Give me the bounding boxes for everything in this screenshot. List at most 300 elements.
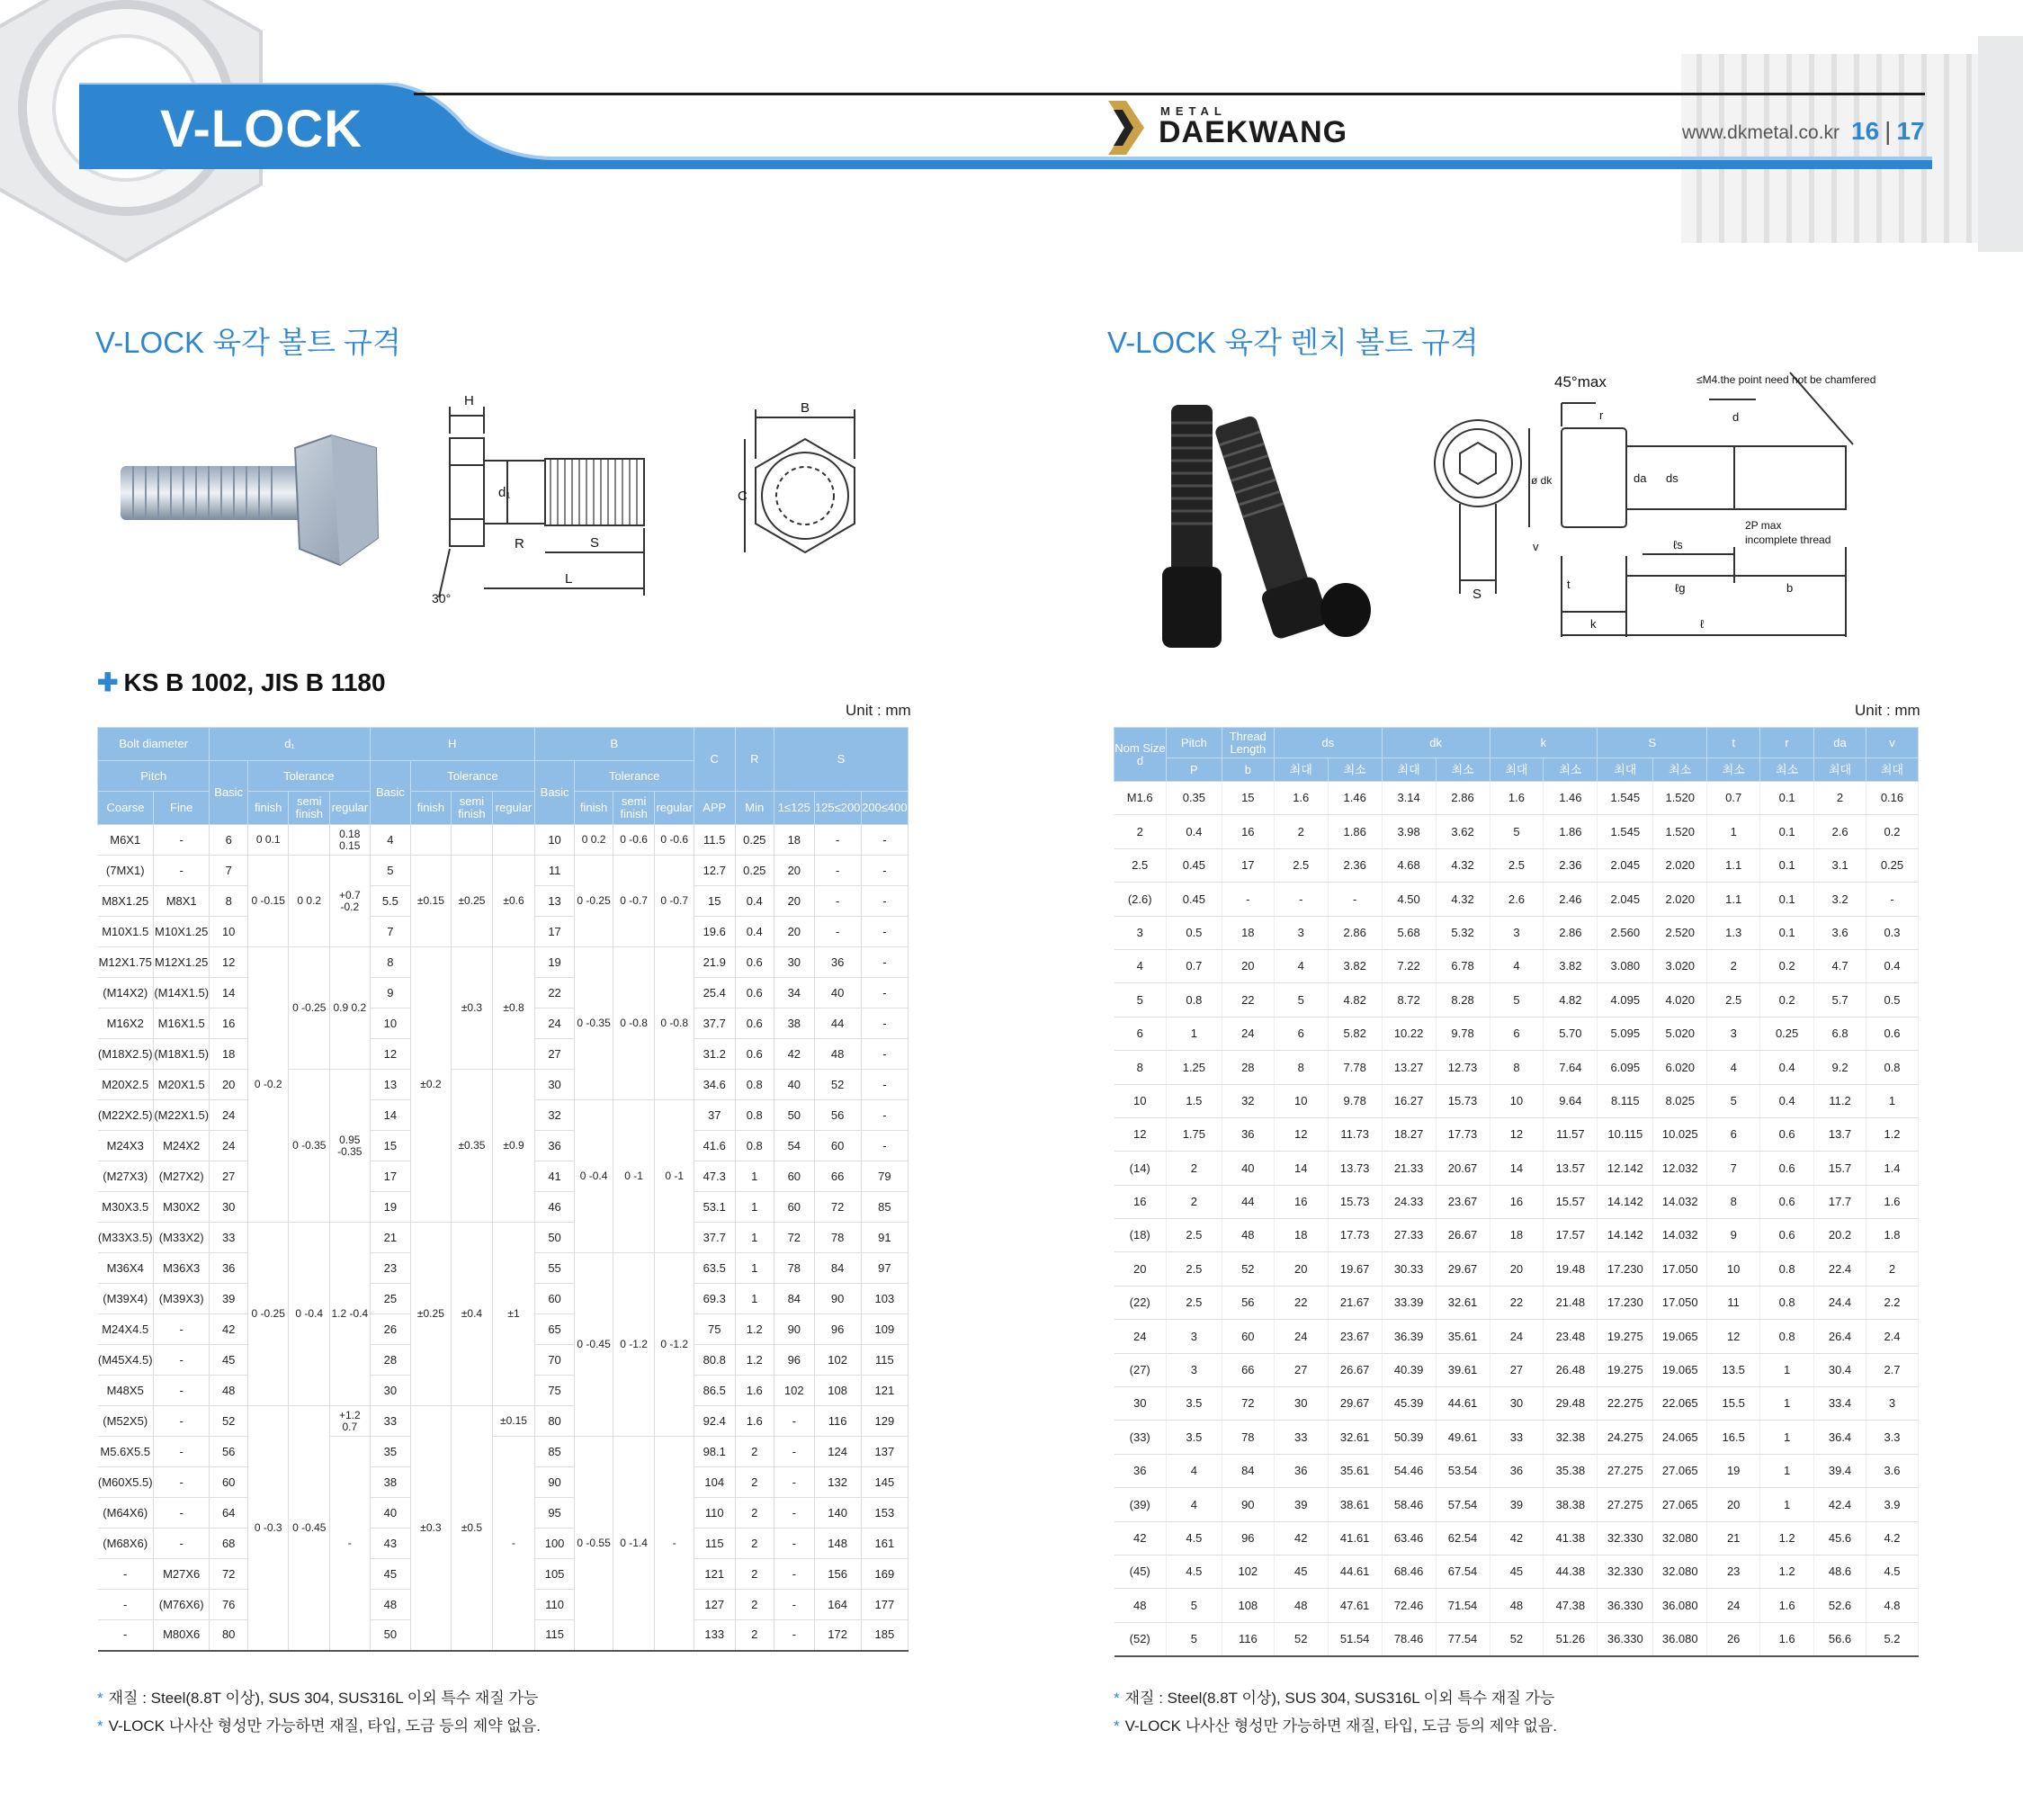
table-cell: 48 — [1274, 1589, 1328, 1622]
table-cell: (33) — [1114, 1421, 1167, 1454]
table-cell: 10.025 — [1653, 1117, 1707, 1151]
table-cell: ±0.6 — [493, 856, 535, 947]
page-numbers: 16 | 17 — [1851, 117, 1925, 145]
table-cell: 52 — [1222, 1252, 1274, 1286]
table-cell: 4.020 — [1653, 983, 1707, 1017]
table-cell: M8X1.25 — [98, 886, 154, 917]
table-cell: 40 — [774, 1070, 815, 1100]
table-cell: 21.9 — [694, 947, 735, 978]
socket-bolt-side-diagram — [1520, 367, 1880, 655]
table-cell: 0 0.1 — [247, 825, 289, 856]
table-cell: 2.020 — [1653, 848, 1707, 882]
table-cell: 3 — [1166, 1320, 1222, 1353]
table-cell: 42 — [1114, 1521, 1167, 1555]
table-cell: 2 — [1166, 1152, 1222, 1185]
table-cell: 48 — [814, 1039, 861, 1070]
table-cell: 2.5 — [1707, 983, 1760, 1017]
table-cell: 14.142 — [1598, 1219, 1653, 1252]
table-cell: 3 — [1274, 916, 1328, 949]
table-cell: 16 — [1490, 1185, 1544, 1218]
table-cell: 23.67 — [1436, 1185, 1490, 1218]
table-cell: 27 — [1274, 1353, 1328, 1386]
table-cell: 9.78 — [1328, 1084, 1382, 1117]
table-cell: 37.7 — [694, 1009, 735, 1039]
table-cell: - — [153, 1314, 209, 1345]
table-cell: (M39X4) — [98, 1284, 154, 1314]
table-row — [1114, 1454, 1919, 1487]
table-cell: 1.2 — [735, 1345, 774, 1376]
table-cell: 36.39 — [1382, 1320, 1436, 1353]
left-unit-label: Unit : mm — [846, 702, 911, 719]
table-cell: 24.275 — [1598, 1421, 1653, 1454]
table-cell: 30 — [774, 947, 815, 978]
table-cell: (M68X6) — [98, 1529, 154, 1559]
table-cell: 109 — [861, 1314, 908, 1345]
table-cell: 79 — [861, 1161, 908, 1192]
table-cell: 23.67 — [1328, 1320, 1382, 1353]
table-cell: 48 — [1222, 1219, 1274, 1252]
table-cell: 20 — [774, 886, 815, 917]
table-cell: ±0.2 — [411, 947, 452, 1223]
table-cell: (M52X5) — [98, 1406, 154, 1437]
table-cell: 0 0.2 — [289, 856, 330, 947]
table-cell: ±0.15 — [411, 856, 452, 947]
table-cell: 17.050 — [1653, 1286, 1707, 1319]
table-cell: 1.520 — [1653, 815, 1707, 848]
table-cell: 0.1 — [1760, 883, 1814, 916]
table-cell: (M22X1.5) — [153, 1100, 209, 1131]
table-cell: 90 — [814, 1284, 861, 1314]
table-cell: - — [774, 1590, 815, 1620]
table-cell: 38.61 — [1328, 1488, 1382, 1521]
table-cell: 35.61 — [1328, 1454, 1382, 1487]
table-cell: 66 — [1222, 1353, 1274, 1386]
table-cell: 26.48 — [1544, 1353, 1598, 1386]
dk-dimension-label: ø dk — [1531, 474, 1553, 487]
table-cell: 110 — [694, 1498, 735, 1529]
table-cell: 14 — [370, 1100, 411, 1131]
s-dimension-label: S — [1472, 587, 1482, 602]
table-cell: 1.5 — [1166, 1084, 1222, 1117]
table-cell: 2 — [1274, 815, 1328, 848]
table-cell: 55 — [534, 1253, 575, 1284]
table-cell: 4 — [1166, 1454, 1222, 1487]
table-cell: 12 — [1490, 1117, 1544, 1151]
table-cell: 20 — [1707, 1488, 1760, 1521]
table-cell: 17 — [370, 1161, 411, 1192]
page-title: V-LOCK — [160, 100, 363, 158]
table-cell: ±0.4 — [451, 1223, 493, 1406]
table-cell: 19.48 — [1544, 1252, 1598, 1286]
table-cell: 10 — [534, 825, 575, 856]
table-cell: 35.38 — [1544, 1454, 1598, 1487]
table-cell: 36 — [814, 947, 861, 978]
table-cell: - — [861, 917, 908, 947]
table-cell: 40 — [370, 1498, 411, 1529]
table-cell: 52 — [1490, 1622, 1544, 1656]
table-cell: 33 — [370, 1406, 411, 1437]
table-cell: 0.6 — [1760, 1219, 1814, 1252]
table-cell: 2.86 — [1544, 916, 1598, 949]
table-cell: 164 — [814, 1590, 861, 1620]
table-cell: 0.4 — [1760, 1084, 1814, 1117]
table-cell: 1.6 — [1866, 1185, 1918, 1218]
table-cell: 11.73 — [1328, 1117, 1382, 1151]
table-cell: 2.5 — [1114, 848, 1167, 882]
table-row — [1114, 1252, 1919, 1286]
table-cell: 52 — [210, 1406, 248, 1437]
table-cell: 6 — [1707, 1117, 1760, 1151]
table-cell: 15 — [694, 886, 735, 917]
table-cell: 4.5 — [1166, 1521, 1222, 1555]
table-cell: 29.48 — [1544, 1387, 1598, 1421]
table-cell: 8 — [1274, 1051, 1328, 1084]
table-cell: 0 -0.4 — [575, 1100, 613, 1253]
table-cell: 0.9 0.2 — [330, 947, 371, 1070]
table-cell: 1 — [735, 1192, 774, 1223]
table-cell: (M33X3.5) — [98, 1223, 154, 1253]
table-cell: 153 — [861, 1498, 908, 1529]
table-row — [98, 1070, 909, 1100]
table-cell: 1 — [735, 1253, 774, 1284]
table-cell: 5 — [1166, 1589, 1222, 1622]
table-cell: 14 — [210, 978, 248, 1009]
b-dimension-label: B — [801, 400, 810, 416]
standard-heading: ✚ KS B 1002, JIS B 1180 — [97, 668, 386, 696]
table-cell: 24 — [1114, 1320, 1167, 1353]
company-logo: METAL DAEKWANG — [1108, 101, 1150, 159]
table-cell: - — [153, 1467, 209, 1498]
table-cell: (M22X2.5) — [98, 1100, 154, 1131]
table-cell: 80.8 — [694, 1345, 735, 1376]
table-cell: 33.39 — [1382, 1286, 1436, 1319]
table-cell: (M27X3) — [98, 1161, 154, 1192]
table-cell: 38 — [370, 1467, 411, 1498]
table-cell: 12 — [1274, 1117, 1328, 1151]
table-cell: 5 — [1490, 983, 1544, 1017]
table-cell: 17.050 — [1653, 1252, 1707, 1286]
table-cell: 24 — [1490, 1320, 1544, 1353]
table-cell: 1.1 — [1707, 848, 1760, 882]
table-cell: 21.67 — [1328, 1286, 1382, 1319]
table-cell: 4 — [370, 825, 411, 856]
table-cell: 36.330 — [1598, 1622, 1653, 1656]
table-cell: 30.33 — [1382, 1252, 1436, 1286]
table-cell: 71.54 — [1436, 1589, 1490, 1622]
table-cell: 140 — [814, 1498, 861, 1529]
table-cell: (22) — [1114, 1286, 1167, 1319]
table-cell: 34.6 — [694, 1070, 735, 1100]
table-cell: 43 — [370, 1529, 411, 1559]
table-cell: 52 — [1274, 1622, 1328, 1656]
table-cell: 0 -0.4 — [289, 1223, 330, 1406]
table-cell: 95 — [534, 1498, 575, 1529]
table-cell: 36 — [1274, 1454, 1328, 1487]
table-cell: 45.39 — [1382, 1387, 1436, 1421]
table-cell — [493, 825, 535, 856]
table-cell: 5 — [1490, 815, 1544, 848]
table-cell: 75 — [534, 1376, 575, 1406]
table-cell: 17.230 — [1598, 1286, 1653, 1319]
table-cell: 6 — [1114, 1017, 1167, 1050]
table-cell: 2.6 — [1490, 883, 1544, 916]
table-cell: 0.2 — [1866, 815, 1918, 848]
table-cell: M16X2 — [98, 1009, 154, 1039]
table-cell: 10 — [210, 917, 248, 947]
table-cell: 121 — [861, 1376, 908, 1406]
table-row — [1114, 1051, 1919, 1084]
table-row — [1114, 1084, 1919, 1117]
website-url[interactable]: www.dkmetal.co.kr — [1682, 122, 1840, 143]
table-cell: 2.560 — [1598, 916, 1653, 949]
table-cell: 1.2 — [1760, 1521, 1814, 1555]
table-cell: 72 — [814, 1192, 861, 1223]
table-cell: - — [814, 886, 861, 917]
table-cell: 0.6 — [735, 1009, 774, 1039]
table-cell: 3.62 — [1436, 815, 1490, 848]
table-cell: 0.6 — [1760, 1152, 1814, 1185]
table-cell: 4.5 — [1866, 1555, 1918, 1588]
plus-icon: ✚ — [97, 668, 119, 696]
k-dimension-label: k — [1590, 617, 1597, 631]
table-cell: 0.1 — [1760, 782, 1814, 815]
table-cell: 46 — [534, 1192, 575, 1223]
table-cell: 0 -0.45 — [289, 1406, 330, 1651]
table-cell: 14 — [1490, 1152, 1544, 1185]
table-cell: (14) — [1114, 1152, 1167, 1185]
table-cell: - — [774, 1620, 815, 1651]
table-cell: 3.6 — [1866, 1454, 1918, 1487]
table-cell: 37 — [694, 1100, 735, 1131]
table-cell: - — [861, 1100, 908, 1131]
table-cell: M8X1 — [153, 886, 209, 917]
table-cell: 0 -0.7 — [613, 856, 655, 947]
table-cell: 3.5 — [1166, 1421, 1222, 1454]
table-cell: 19.065 — [1653, 1320, 1707, 1353]
table-cell: 115 — [534, 1620, 575, 1651]
table-cell: - — [1866, 883, 1918, 916]
table-cell: 5.020 — [1653, 1017, 1707, 1050]
table-cell: 0 -1.4 — [613, 1437, 655, 1651]
table-cell: 1 — [1760, 1387, 1814, 1421]
table-cell: - — [774, 1529, 815, 1559]
table-cell: 161 — [861, 1529, 908, 1559]
table-cell: 42 — [774, 1039, 815, 1070]
table-cell: 2.36 — [1328, 848, 1382, 882]
table-cell: M24X3 — [98, 1131, 154, 1161]
table-cell: 15 — [370, 1131, 411, 1161]
table-row — [1114, 1320, 1919, 1353]
table-cell: ±0.8 — [493, 947, 535, 1070]
table-cell: (M39X3) — [153, 1284, 209, 1314]
table-cell: 20 — [1114, 1252, 1167, 1286]
table-row — [1114, 1353, 1919, 1386]
table-cell: 36 — [210, 1253, 248, 1284]
table-row — [1114, 1387, 1919, 1421]
table-cell: 44.38 — [1544, 1555, 1598, 1588]
table-cell: 2.045 — [1598, 883, 1653, 916]
table-cell: 3.3 — [1866, 1421, 1918, 1454]
table-cell: 10 — [370, 1009, 411, 1039]
table-cell: - — [861, 825, 908, 856]
table-cell: 0.35 — [1166, 782, 1222, 815]
table-cell: 51.54 — [1328, 1622, 1382, 1656]
table-cell: - — [1222, 883, 1274, 916]
table-cell: 2.36 — [1544, 848, 1598, 882]
table-cell: 19 — [370, 1192, 411, 1223]
table-cell: 5 — [1114, 983, 1167, 1017]
table-cell: 110 — [534, 1590, 575, 1620]
table-cell: 2 — [735, 1437, 774, 1467]
table-cell: 22 — [534, 978, 575, 1009]
table-cell: 76 — [210, 1590, 248, 1620]
table-cell: 0.8 — [1866, 1051, 1918, 1084]
table-cell: 15 — [1222, 782, 1274, 815]
table-cell: 0.6 — [735, 1039, 774, 1070]
table-row — [1114, 949, 1919, 982]
table-cell: 29.67 — [1328, 1387, 1382, 1421]
t-dimension-label: t — [1567, 578, 1571, 591]
material-note: * 재질 : Steel(8.8T 이상), SUS 304, SUS316L 이외 특수 재질 가능 — [1114, 1690, 1555, 1707]
table-cell: 47.3 — [694, 1161, 735, 1192]
table-cell: 3 — [1166, 1353, 1222, 1386]
table-cell: 41.6 — [694, 1131, 735, 1161]
table-cell: 12 — [370, 1039, 411, 1070]
table-cell: 1.3 — [1707, 916, 1760, 949]
table-cell: 6.78 — [1436, 949, 1490, 982]
table-cell: 28 — [1222, 1051, 1274, 1084]
table-row — [1114, 848, 1919, 882]
table-cell: 27 — [210, 1161, 248, 1192]
table-cell: 1.520 — [1653, 782, 1707, 815]
table-cell: 30 — [370, 1376, 411, 1406]
table-row — [98, 856, 909, 886]
table-cell: 18 — [1222, 916, 1274, 949]
table-cell: M10X1.25 — [153, 917, 209, 947]
table-cell: - — [814, 825, 861, 856]
table-cell: 0.1 — [1760, 916, 1814, 949]
table-cell: 0.8 — [1760, 1286, 1814, 1319]
table-cell: 24.4 — [1814, 1286, 1866, 1319]
table-cell: 17.230 — [1598, 1252, 1653, 1286]
table-cell: 60 — [814, 1131, 861, 1161]
table-cell: 0.8 — [1166, 983, 1222, 1017]
table-cell: 2.5 — [1274, 848, 1328, 882]
table-cell: 1.46 — [1544, 782, 1598, 815]
table-cell: 116 — [1222, 1622, 1274, 1656]
table-cell: 9.78 — [1436, 1017, 1490, 1050]
table-cell: 96 — [774, 1345, 815, 1376]
table-cell: 57.54 — [1436, 1488, 1490, 1521]
table-cell: 10.22 — [1382, 1017, 1436, 1050]
table-cell: 20.2 — [1814, 1219, 1866, 1252]
table-cell: 30 — [210, 1192, 248, 1223]
table-cell: 36.330 — [1598, 1589, 1653, 1622]
table-cell: 0 -1.2 — [613, 1253, 655, 1437]
table-cell: 36 — [534, 1131, 575, 1161]
table-cell: 115 — [861, 1345, 908, 1376]
table-cell: 2 — [735, 1498, 774, 1529]
socket-bolt-front-diagram — [1428, 414, 1527, 603]
table-cell: - — [153, 856, 209, 886]
table-cell: +1.2 0.7 — [330, 1406, 371, 1437]
table-cell: 41.38 — [1544, 1521, 1598, 1555]
table-cell: 22 — [1490, 1286, 1544, 1319]
table-cell: 0 -0.55 — [575, 1437, 613, 1651]
table-cell: 34 — [774, 978, 815, 1009]
table-cell: 13.27 — [1382, 1051, 1436, 1084]
table-cell: 32.080 — [1653, 1555, 1707, 1588]
table-cell: 40 — [1222, 1152, 1274, 1185]
table-cell: (M45X4.5) — [98, 1345, 154, 1376]
lg-dimension-label: ℓg — [1675, 581, 1686, 595]
table-cell: 26.67 — [1328, 1353, 1382, 1386]
table-cell: 22.065 — [1653, 1387, 1707, 1421]
table-cell: 8 — [370, 947, 411, 978]
table-cell: 1.6 — [1760, 1622, 1814, 1656]
table-cell: (7MX1) — [98, 856, 154, 886]
table-cell: 42 — [210, 1314, 248, 1345]
table-cell — [289, 825, 330, 856]
table-cell: 10 — [1490, 1084, 1544, 1117]
table-cell: 3.1 — [1814, 848, 1866, 882]
table-cell: 65 — [534, 1314, 575, 1345]
table-cell: 64 — [210, 1498, 248, 1529]
table-cell: 67.54 — [1436, 1555, 1490, 1588]
table-cell: 10 — [1114, 1084, 1167, 1117]
restriction-note: * V-LOCK 나사산 형성만 가능하면 재질, 타입, 도금 등의 제약 없음. — [97, 1717, 541, 1735]
table-cell: 5 — [370, 856, 411, 886]
table-cell: 19.275 — [1598, 1320, 1653, 1353]
table-row — [1114, 916, 1919, 949]
table-cell: M1.6 — [1114, 782, 1167, 815]
table-cell: 2.86 — [1436, 782, 1490, 815]
table-cell: 56.6 — [1814, 1622, 1866, 1656]
table-cell: 0.8 — [735, 1131, 774, 1161]
table-cell: 39 — [1274, 1488, 1328, 1521]
table-row — [1114, 1219, 1919, 1252]
table-cell — [411, 825, 452, 856]
table-cell: 80 — [534, 1406, 575, 1437]
table-cell: M36X4 — [98, 1253, 154, 1284]
hex-bolt-front-diagram — [738, 396, 873, 567]
table-cell: 8.72 — [1382, 983, 1436, 1017]
table-cell: 2 — [735, 1559, 774, 1590]
table-cell: 7 — [210, 856, 248, 886]
table-cell: 84 — [814, 1253, 861, 1284]
table-cell: 3.5 — [1166, 1387, 1222, 1421]
table-cell: 33 — [1274, 1421, 1328, 1454]
table-cell: 6.020 — [1653, 1051, 1707, 1084]
table-cell: 12 — [210, 947, 248, 978]
table-cell: 0 -0.7 — [655, 856, 694, 947]
table-cell: 48 — [1490, 1589, 1544, 1622]
table-cell: ±0.9 — [493, 1070, 535, 1223]
table-cell: 0.7 — [1166, 949, 1222, 982]
table-cell: (18) — [1114, 1219, 1167, 1252]
table-cell: 62.54 — [1436, 1521, 1490, 1555]
table-cell: 60 — [774, 1192, 815, 1223]
table-cell: 0.1 — [1760, 848, 1814, 882]
table-cell: 102 — [774, 1376, 815, 1406]
table-cell: 2.5 — [1166, 1252, 1222, 1286]
table-cell: 20 — [1490, 1252, 1544, 1286]
hex-bolt-section-title: V-LOCK 육각 볼트 규격 — [95, 326, 401, 359]
table-cell: M36X3 — [153, 1253, 209, 1284]
table-cell: 4.68 — [1382, 848, 1436, 882]
table-cell: 25 — [370, 1284, 411, 1314]
table-cell: 1.8 — [1866, 1219, 1918, 1252]
